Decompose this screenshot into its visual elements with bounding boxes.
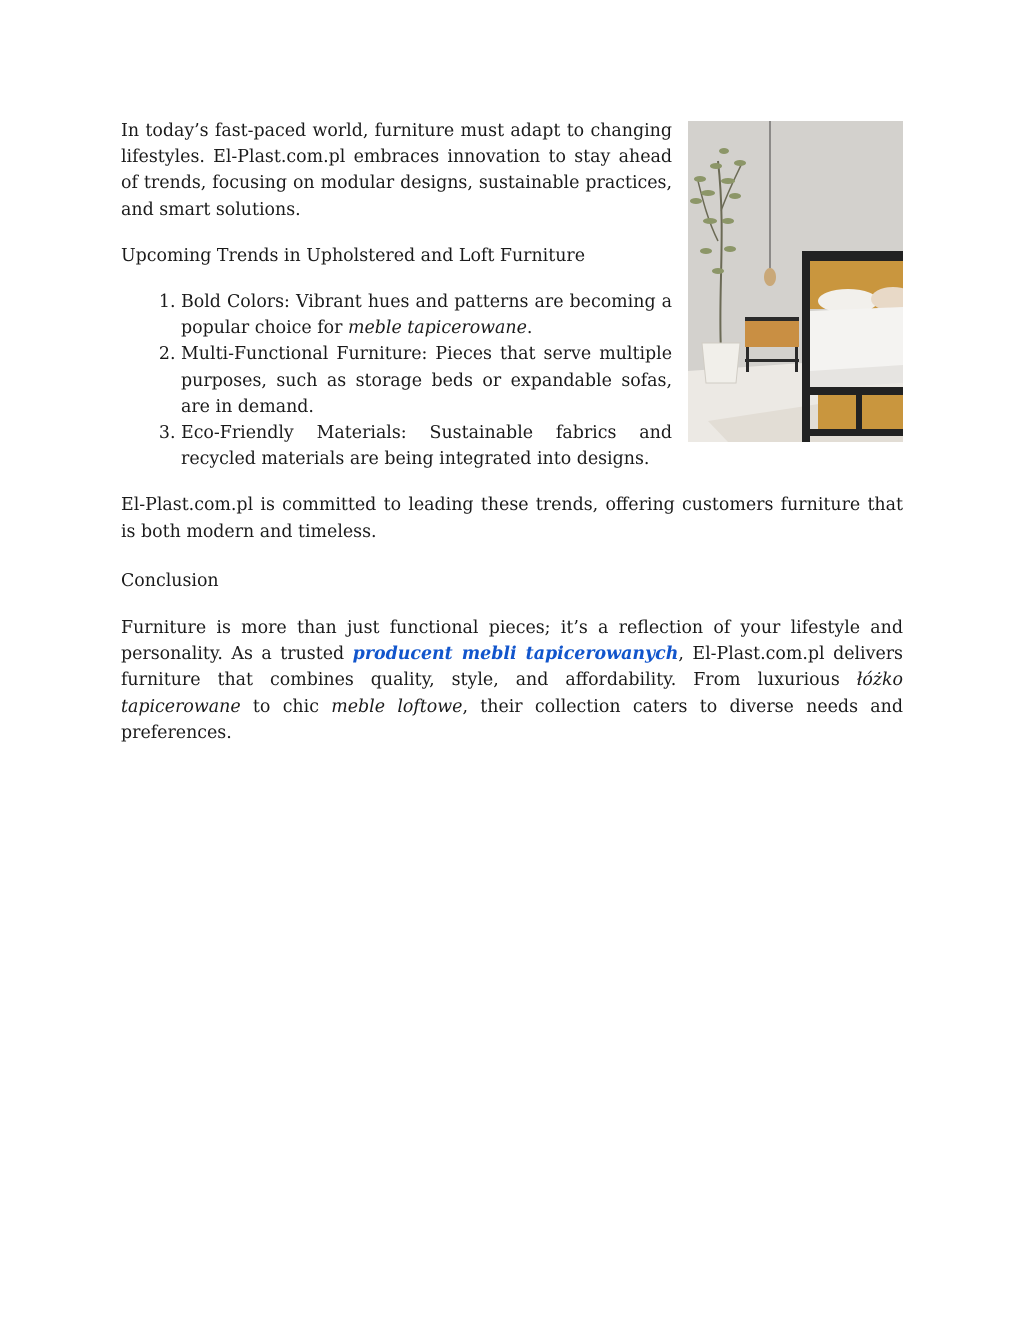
list-item-text: Bold Colors: Vibrant hues and patterns are becoming a popular choice for <box>181 292 672 339</box>
conclusion-text-3: to chic <box>240 696 332 717</box>
conclusion-text-4: , their collection caters to diverse needs and preferences. <box>121 696 903 743</box>
document-page <box>121 118 903 766</box>
list-item-emphasis: meble tapicerowane <box>348 318 527 339</box>
producent-link[interactable]: producent mebli tapicerowanych <box>352 644 679 665</box>
bedroom-photo <box>688 121 903 442</box>
intro-paragraph: In today’s fast-paced world, furniture must adapt to changing lifestyles. El-Plast.com.pl embraces innovation to stay ahead of trends, focusing on modular designs, sustainable practices, and smart solutions. <box>121 121 672 220</box>
trends-heading: Upcoming Trends in Upholstered and Loft Furniture <box>121 245 586 266</box>
conclusion-heading: Conclusion <box>121 570 219 591</box>
commitment-paragraph: El-Plast.com.pl is committed to leading these trends, offering customers furniture that is both modern and timeless. <box>121 495 903 542</box>
bedroom-photo-image <box>688 121 903 442</box>
conclusion-emphasis-1: łóżko tapicerowane <box>121 670 903 717</box>
conclusion-emphasis-2: meble loftowe <box>331 696 463 717</box>
conclusion-text-1: Furniture is more than just functional pieces; it’s a reflection of your lifestyle and personality. As a trusted <box>121 618 903 665</box>
conclusion-text-2: , El-Plast.com.pl delivers furniture that combines quality, style, and affordability. From luxurious <box>121 644 903 691</box>
conclusion-paragraph <box>121 615 903 746</box>
list-item: 3. Eco-Friendly Materials: Sustainable fabrics and recycled materials are being integrated into designs. <box>181 420 903 472</box>
list-item-tail: . <box>526 318 533 339</box>
list-item: 2. Multi-Functional Furniture: Pieces that serve multiple purposes, such as storage beds or expandable sofas, are in demand. <box>181 341 903 420</box>
